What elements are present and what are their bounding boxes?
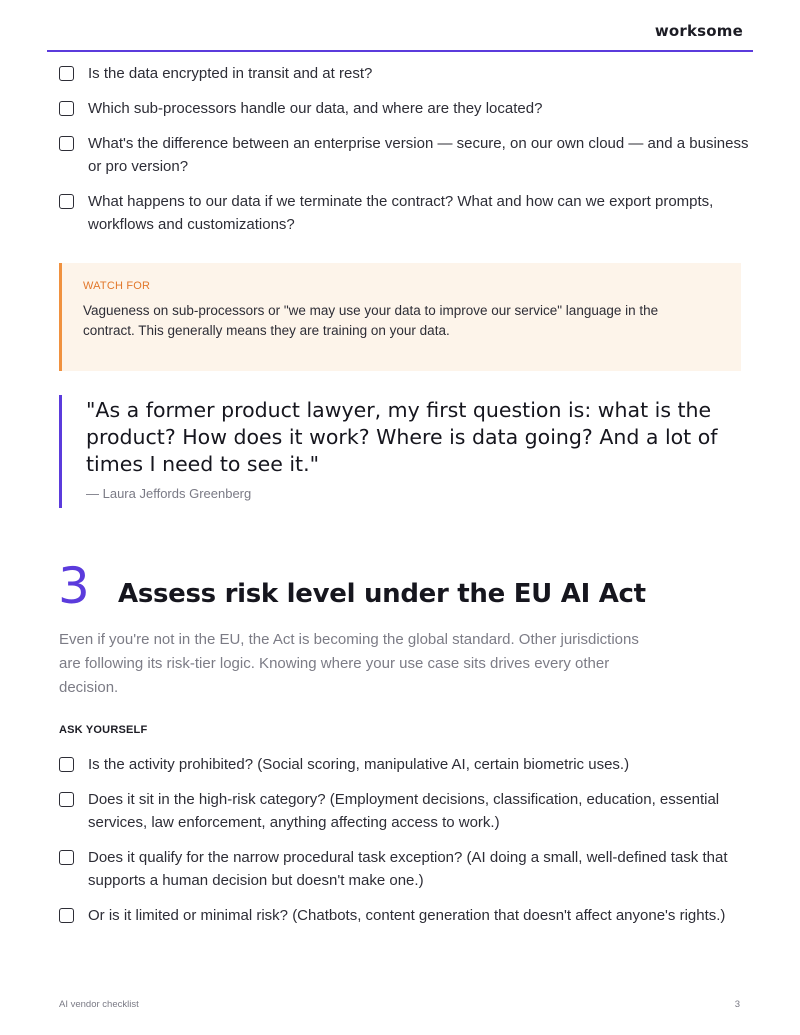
checkbox[interactable] (59, 757, 74, 772)
checklist-data-security (59, 62, 749, 248)
checklist-item (59, 753, 749, 776)
checklist-risk-level (59, 753, 749, 939)
checkbox[interactable] (59, 101, 74, 116)
section-intro: Even if you're not in the EU, the Act is becoming the global standard. Other jurisdictions are following its risk-tier logic. Knowing where your use case sits drives every other decision. (59, 631, 639, 696)
quote-text: "As a former product lawyer, my first question is: what is the product? How does it work? Where is data going? And a lot of times I need to see it." (86, 398, 718, 476)
callout-label: WATCH FOR (83, 280, 151, 292)
checklist-item-text: Or is it limited or minimal risk? (Chatbots, content generation that doesn't affect anyone's rights.) (88, 907, 726, 924)
ask-yourself-label: ASK YOURSELF (59, 724, 148, 736)
checklist-item-text: Which sub-processors handle our data, and where are they located? (88, 100, 543, 117)
section-number: 3 (58, 557, 90, 615)
checklist-item (59, 846, 749, 892)
checklist-item (59, 62, 749, 85)
checklist-item-text: Is the data encrypted in transit and at rest? (88, 65, 373, 82)
checklist-item-text: Does it qualify for the narrow procedural task exception? (AI doing a small, well-defined task that supports a human decision but doesn't make one.) (88, 849, 728, 889)
checkbox[interactable] (59, 66, 74, 81)
section-title: Assess risk level under the EU AI Act (118, 579, 646, 609)
checkbox[interactable] (59, 792, 74, 807)
checklist-item-text: Is the activity prohibited? (Social scoring, manipulative AI, certain biometric uses.) (88, 756, 630, 773)
worksome-logo: worksome (654, 22, 743, 40)
footer-title: AI vendor checklist (59, 999, 139, 1010)
page-number: 3 (734, 999, 740, 1010)
checkbox[interactable] (59, 850, 74, 865)
checklist-item (59, 190, 749, 236)
checklist-item (59, 788, 749, 834)
checkbox[interactable] (59, 194, 74, 209)
checkbox[interactable] (59, 136, 74, 151)
checklist-item-text: What happens to our data if we terminate the contract? What and how can we export prompts, workflows and customizations? (88, 193, 714, 233)
pull-quote (59, 395, 749, 508)
callout-text: Vagueness on sub-processors or "we may use your data to improve our service" language in the contract. This generally means they are training on your data. (83, 303, 659, 338)
checklist-item (59, 904, 749, 927)
checklist-item (59, 132, 749, 178)
checkbox[interactable] (59, 908, 74, 923)
quote-author: — Laura Jeffords Greenberg (86, 486, 252, 501)
watch-for-callout (59, 263, 741, 371)
page-header (47, 0, 753, 52)
checklist-item-text: What's the difference between an enterprise version — secure, on our own cloud — and a business or pro version? (88, 135, 749, 175)
checklist-item (59, 97, 749, 120)
checklist-item-text: Does it sit in the high-risk category? (Employment decisions, classification, education, essential services, law enforcement, anything affecting access to work.) (88, 791, 720, 831)
